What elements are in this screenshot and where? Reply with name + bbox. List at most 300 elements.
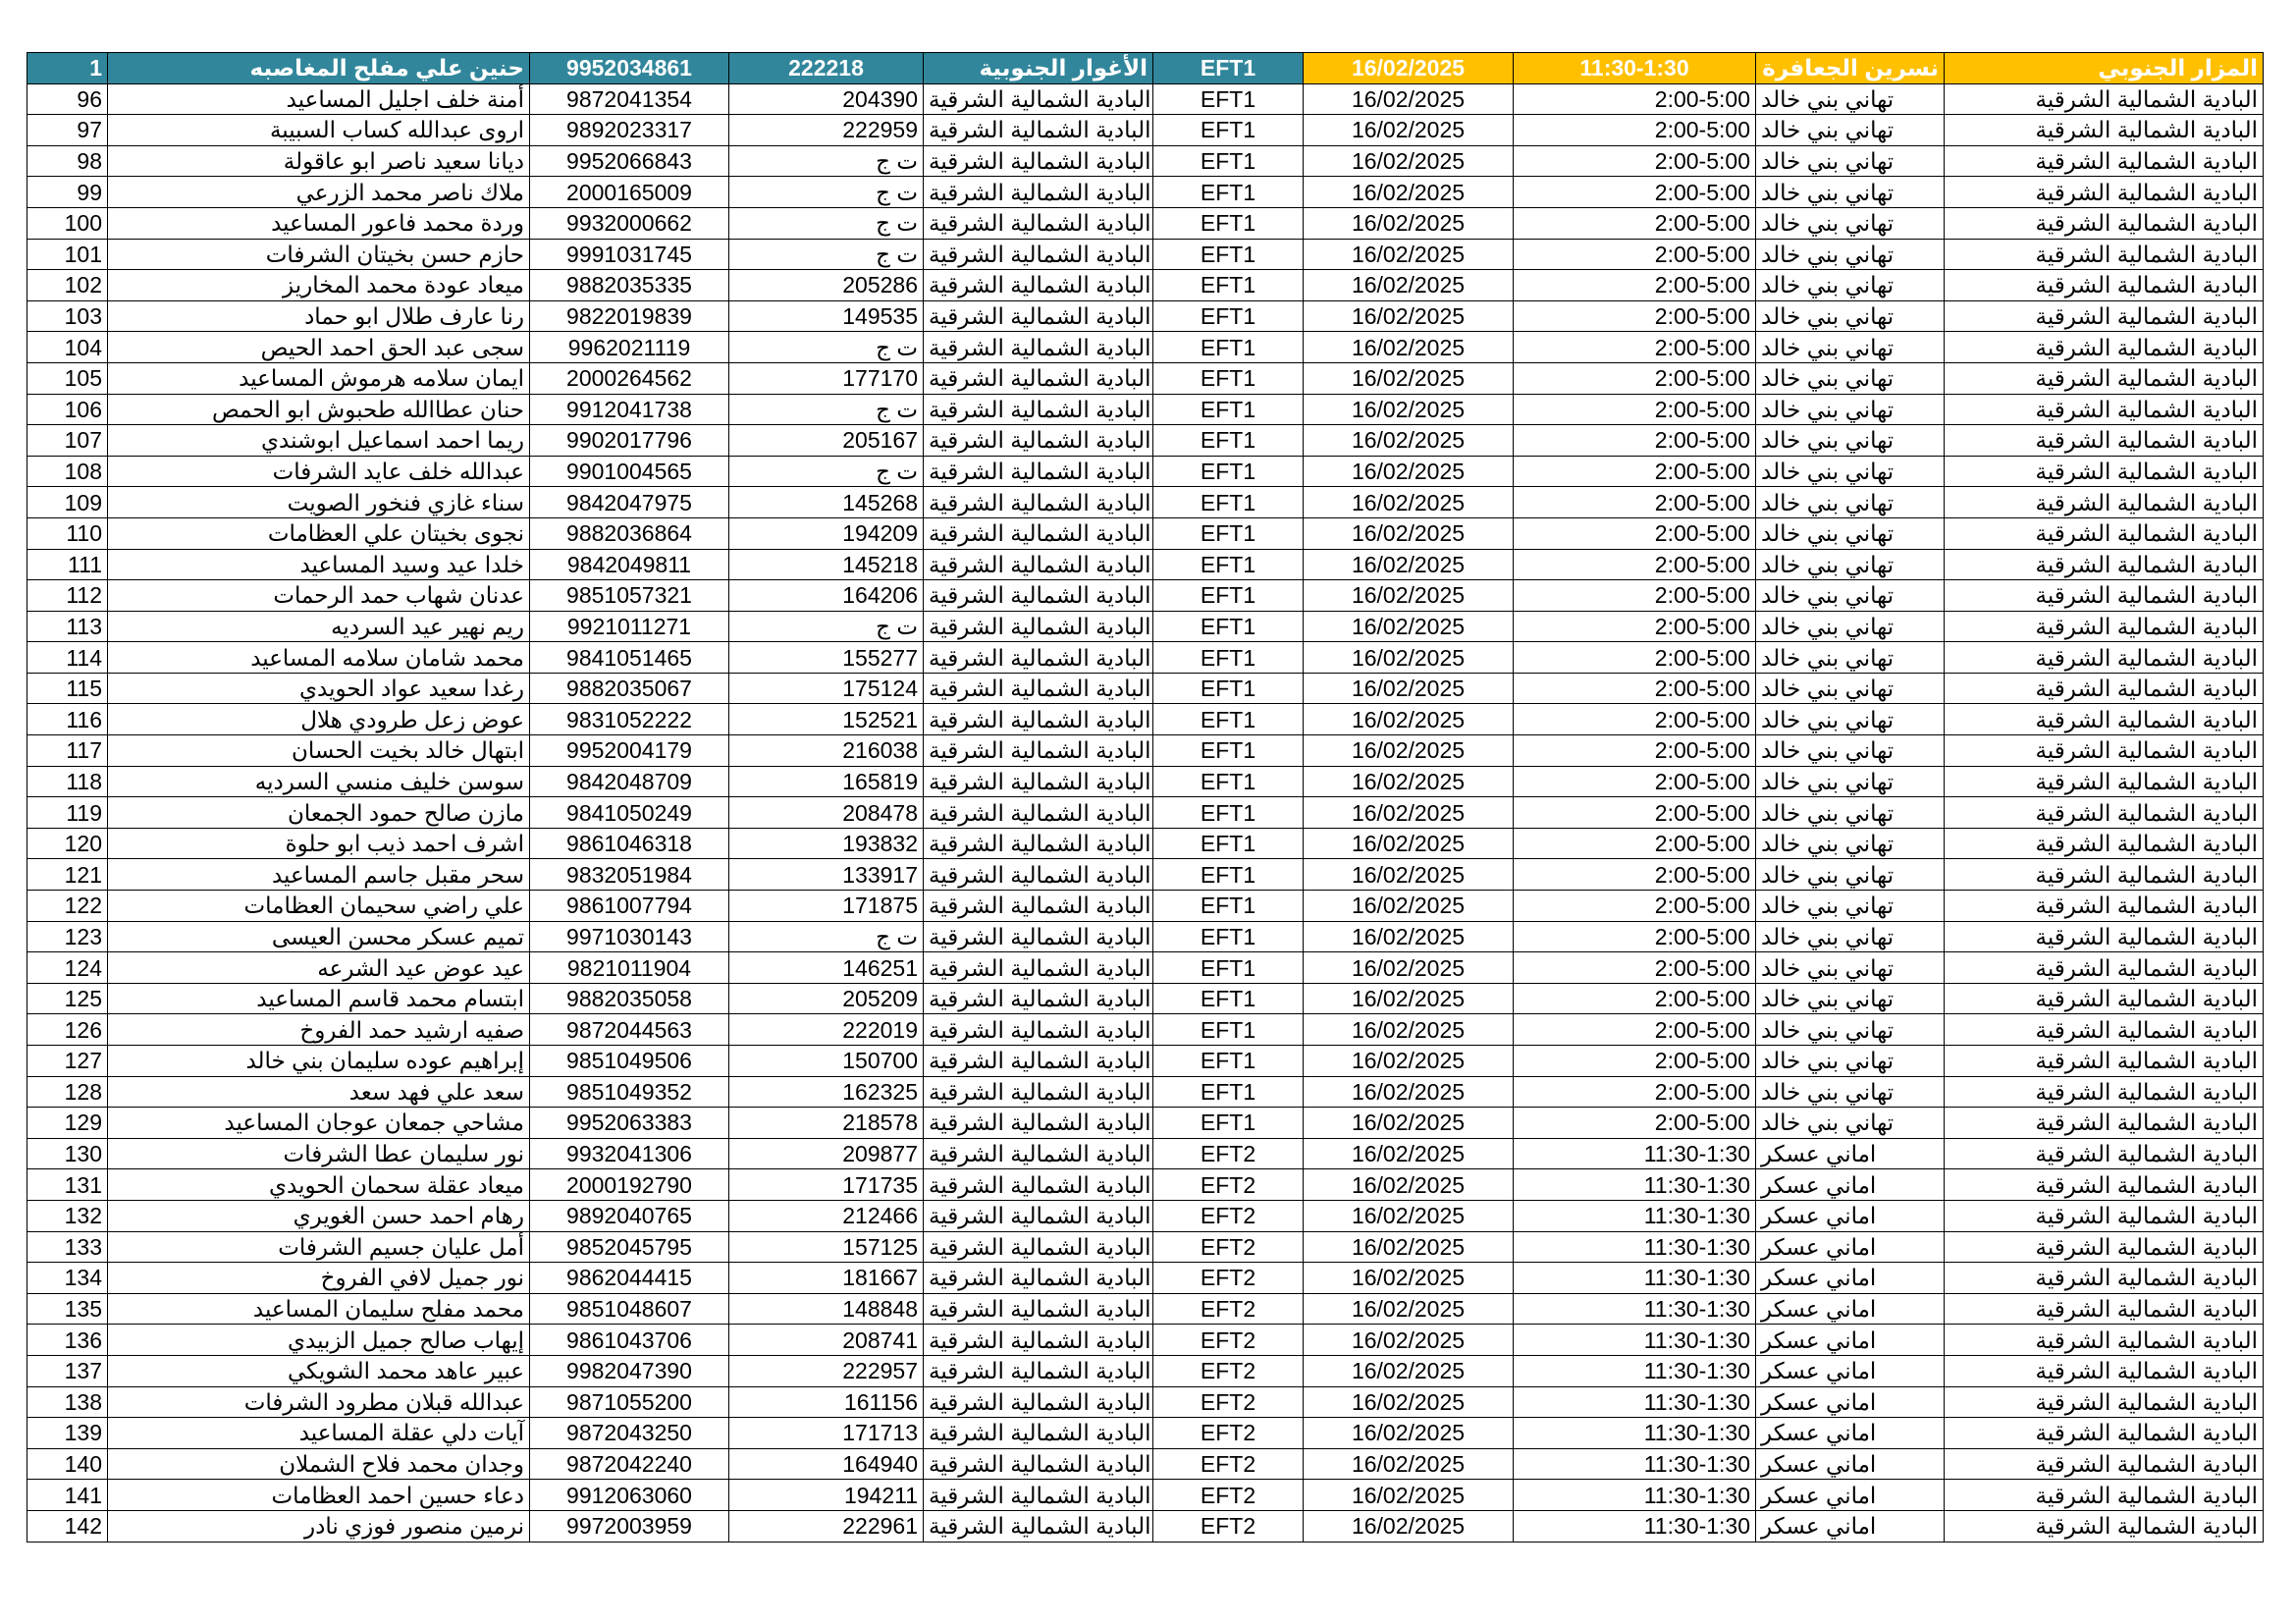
observer-cell[interactable]: تهاني بني خالد bbox=[1756, 580, 1945, 612]
eft-cell[interactable]: EFT2 bbox=[1153, 1200, 1304, 1231]
site-cell[interactable]: البادية الشمالية الشرقية bbox=[1945, 1046, 2264, 1077]
num-cell[interactable]: 111 bbox=[27, 549, 108, 580]
code-cell[interactable]: ت ج bbox=[729, 921, 924, 952]
phone-cell[interactable]: 9882035067 bbox=[530, 673, 729, 704]
observer-cell[interactable]: تهاني بني خالد bbox=[1756, 487, 1945, 518]
site-cell[interactable]: البادية الشمالية الشرقية bbox=[1945, 921, 2264, 952]
num-cell[interactable]: 128 bbox=[27, 1076, 108, 1108]
code-cell[interactable]: 175124 bbox=[729, 673, 924, 704]
site-cell[interactable]: البادية الشمالية الشرقية bbox=[1945, 1325, 2264, 1356]
num-cell[interactable]: 123 bbox=[27, 921, 108, 952]
observer-cell[interactable]: اماني عسكر bbox=[1756, 1263, 1945, 1294]
eft-cell[interactable]: EFT2 bbox=[1153, 1480, 1304, 1511]
observer-cell[interactable]: تهاني بني خالد bbox=[1756, 1076, 1945, 1108]
phone-cell[interactable]: 9932000662 bbox=[530, 207, 729, 239]
region-cell[interactable]: البادية الشمالية الشرقية bbox=[924, 1046, 1153, 1077]
name-cell[interactable]: عدنان شهاب حمد الرحمات bbox=[108, 580, 530, 612]
code-cell[interactable]: 181667 bbox=[729, 1263, 924, 1294]
region-cell[interactable]: البادية الشمالية الشرقية bbox=[924, 1169, 1153, 1201]
num-cell[interactable]: 132 bbox=[27, 1200, 108, 1231]
code-cell[interactable]: 149535 bbox=[729, 300, 924, 332]
site-cell[interactable]: البادية الشمالية الشرقية bbox=[1945, 83, 2264, 115]
phone-cell[interactable]: 9821011904 bbox=[530, 952, 729, 984]
date-cell[interactable]: 16/02/2025 bbox=[1304, 797, 1514, 829]
time-cell[interactable]: 2:00-5:00 bbox=[1514, 828, 1756, 859]
date-cell[interactable]: 16/02/2025 bbox=[1304, 1480, 1514, 1511]
num-cell[interactable]: 120 bbox=[27, 828, 108, 859]
site-cell[interactable]: البادية الشمالية الشرقية bbox=[1945, 704, 2264, 735]
observer-cell[interactable]: اماني عسكر bbox=[1756, 1480, 1945, 1511]
date-cell[interactable]: 16/02/2025 bbox=[1304, 83, 1514, 115]
region-cell[interactable]: البادية الشمالية الشرقية bbox=[924, 1448, 1153, 1480]
site-cell[interactable]: البادية الشمالية الشرقية bbox=[1945, 580, 2264, 612]
phone-cell[interactable]: 9842048709 bbox=[530, 766, 729, 797]
num-cell[interactable]: 121 bbox=[27, 859, 108, 891]
num-cell[interactable]: 114 bbox=[27, 642, 108, 674]
code-cell[interactable]: 165819 bbox=[729, 766, 924, 797]
region-cell[interactable]: البادية الشمالية الشرقية bbox=[924, 1293, 1153, 1325]
site-cell[interactable]: البادية الشمالية الشرقية bbox=[1945, 1076, 2264, 1108]
phone-cell[interactable]: 9871055200 bbox=[530, 1386, 729, 1418]
eft-cell[interactable]: EFT2 bbox=[1153, 1293, 1304, 1325]
time-cell[interactable]: 2:00-5:00 bbox=[1514, 921, 1756, 952]
phone-cell[interactable]: 9912041738 bbox=[530, 394, 729, 425]
header-code-cell[interactable]: 222218 bbox=[729, 53, 924, 84]
observer-cell[interactable]: اماني عسكر bbox=[1756, 1510, 1945, 1542]
header-site-cell[interactable]: المزار الجنوبي bbox=[1945, 53, 2264, 84]
site-cell[interactable]: البادية الشمالية الشرقية bbox=[1945, 549, 2264, 580]
date-cell[interactable]: 16/02/2025 bbox=[1304, 611, 1514, 642]
num-cell[interactable]: 125 bbox=[27, 983, 108, 1014]
observer-cell[interactable]: تهاني بني خالد bbox=[1756, 1108, 1945, 1139]
date-cell[interactable]: 16/02/2025 bbox=[1304, 549, 1514, 580]
region-cell[interactable]: البادية الشمالية الشرقية bbox=[924, 487, 1153, 518]
region-cell[interactable]: البادية الشمالية الشرقية bbox=[924, 766, 1153, 797]
num-cell[interactable]: 140 bbox=[27, 1448, 108, 1480]
region-cell[interactable]: البادية الشمالية الشرقية bbox=[924, 704, 1153, 735]
time-cell[interactable]: 2:00-5:00 bbox=[1514, 145, 1756, 177]
region-cell[interactable]: البادية الشمالية الشرقية bbox=[924, 797, 1153, 829]
code-cell[interactable]: 222019 bbox=[729, 1014, 924, 1046]
phone-cell[interactable]: 9872044563 bbox=[530, 1014, 729, 1046]
name-cell[interactable]: مازن صالح حمود الجمعان bbox=[108, 797, 530, 829]
name-cell[interactable]: مشاحي جمعان عوجان المساعيد bbox=[108, 1108, 530, 1139]
name-cell[interactable]: ريما احمد اسماعيل ابوشندي bbox=[108, 425, 530, 457]
observer-cell[interactable]: تهاني بني خالد bbox=[1756, 766, 1945, 797]
num-cell[interactable]: 107 bbox=[27, 425, 108, 457]
num-cell[interactable]: 97 bbox=[27, 115, 108, 146]
num-cell[interactable]: 138 bbox=[27, 1386, 108, 1418]
region-cell[interactable]: البادية الشمالية الشرقية bbox=[924, 952, 1153, 984]
code-cell[interactable]: 145218 bbox=[729, 549, 924, 580]
date-cell[interactable]: 16/02/2025 bbox=[1304, 239, 1514, 270]
num-cell[interactable]: 103 bbox=[27, 300, 108, 332]
region-cell[interactable]: البادية الشمالية الشرقية bbox=[924, 1355, 1153, 1386]
date-cell[interactable]: 16/02/2025 bbox=[1304, 1355, 1514, 1386]
observer-cell[interactable]: اماني عسكر bbox=[1756, 1386, 1945, 1418]
site-cell[interactable]: البادية الشمالية الشرقية bbox=[1945, 983, 2264, 1014]
date-cell[interactable]: 16/02/2025 bbox=[1304, 1510, 1514, 1542]
phone-cell[interactable]: 9841051465 bbox=[530, 642, 729, 674]
code-cell[interactable]: 155277 bbox=[729, 642, 924, 674]
num-cell[interactable]: 130 bbox=[27, 1138, 108, 1169]
code-cell[interactable]: 194209 bbox=[729, 517, 924, 549]
eft-cell[interactable]: EFT2 bbox=[1153, 1231, 1304, 1263]
time-cell[interactable]: 2:00-5:00 bbox=[1514, 766, 1756, 797]
code-cell[interactable]: 208741 bbox=[729, 1325, 924, 1356]
site-cell[interactable]: البادية الشمالية الشرقية bbox=[1945, 1231, 2264, 1263]
code-cell[interactable]: 133917 bbox=[729, 859, 924, 891]
region-cell[interactable]: البادية الشمالية الشرقية bbox=[924, 456, 1153, 487]
observer-cell[interactable]: تهاني بني خالد bbox=[1756, 704, 1945, 735]
num-cell[interactable]: 122 bbox=[27, 891, 108, 922]
eft-cell[interactable]: EFT1 bbox=[1153, 425, 1304, 457]
eft-cell[interactable]: EFT1 bbox=[1153, 456, 1304, 487]
code-cell[interactable]: 162325 bbox=[729, 1076, 924, 1108]
name-cell[interactable]: محمد مفلح سليمان المساعيد bbox=[108, 1293, 530, 1325]
phone-cell[interactable]: 9861046318 bbox=[530, 828, 729, 859]
time-cell[interactable]: 2:00-5:00 bbox=[1514, 642, 1756, 674]
eft-cell[interactable]: EFT1 bbox=[1153, 983, 1304, 1014]
time-cell[interactable]: 11:30-1:30 bbox=[1514, 1448, 1756, 1480]
num-cell[interactable]: 104 bbox=[27, 332, 108, 363]
eft-cell[interactable]: EFT1 bbox=[1153, 145, 1304, 177]
name-cell[interactable]: رهام احمد حسن الغويري bbox=[108, 1200, 530, 1231]
observer-cell[interactable]: تهاني بني خالد bbox=[1756, 270, 1945, 301]
time-cell[interactable]: 2:00-5:00 bbox=[1514, 487, 1756, 518]
phone-cell[interactable]: 9872042240 bbox=[530, 1448, 729, 1480]
date-cell[interactable]: 16/02/2025 bbox=[1304, 704, 1514, 735]
observer-cell[interactable]: تهاني بني خالد bbox=[1756, 517, 1945, 549]
time-cell[interactable]: 2:00-5:00 bbox=[1514, 704, 1756, 735]
num-cell[interactable]: 101 bbox=[27, 239, 108, 270]
code-cell[interactable]: ت ج bbox=[729, 207, 924, 239]
time-cell[interactable]: 11:30-1:30 bbox=[1514, 1355, 1756, 1386]
site-cell[interactable]: البادية الشمالية الشرقية bbox=[1945, 1014, 2264, 1046]
site-cell[interactable]: البادية الشمالية الشرقية bbox=[1945, 766, 2264, 797]
site-cell[interactable]: البادية الشمالية الشرقية bbox=[1945, 332, 2264, 363]
name-cell[interactable]: محمد شامان سلامه المساعيد bbox=[108, 642, 530, 674]
site-cell[interactable]: البادية الشمالية الشرقية bbox=[1945, 394, 2264, 425]
region-cell[interactable]: البادية الشمالية الشرقية bbox=[924, 1076, 1153, 1108]
observer-cell[interactable]: اماني عسكر bbox=[1756, 1169, 1945, 1201]
name-cell[interactable]: صفيه ارشيد حمد الفروخ bbox=[108, 1014, 530, 1046]
code-cell[interactable]: 171875 bbox=[729, 891, 924, 922]
observer-cell[interactable]: اماني عسكر bbox=[1756, 1325, 1945, 1356]
name-cell[interactable]: آيات دلي عقلة المساعيد bbox=[108, 1418, 530, 1449]
site-cell[interactable]: البادية الشمالية الشرقية bbox=[1945, 611, 2264, 642]
region-cell[interactable]: البادية الشمالية الشرقية bbox=[924, 549, 1153, 580]
num-cell[interactable]: 106 bbox=[27, 394, 108, 425]
code-cell[interactable]: 146251 bbox=[729, 952, 924, 984]
time-cell[interactable]: 2:00-5:00 bbox=[1514, 83, 1756, 115]
date-cell[interactable]: 16/02/2025 bbox=[1304, 362, 1514, 394]
num-cell[interactable]: 116 bbox=[27, 704, 108, 735]
phone-cell[interactable]: 9851049506 bbox=[530, 1046, 729, 1077]
num-cell[interactable]: 131 bbox=[27, 1169, 108, 1201]
site-cell[interactable]: البادية الشمالية الشرقية bbox=[1945, 1200, 2264, 1231]
date-cell[interactable]: 16/02/2025 bbox=[1304, 1418, 1514, 1449]
name-cell[interactable]: حازم حسن بخيتان الشرفات bbox=[108, 239, 530, 270]
num-cell[interactable]: 137 bbox=[27, 1355, 108, 1386]
site-cell[interactable]: البادية الشمالية الشرقية bbox=[1945, 1293, 2264, 1325]
num-cell[interactable]: 117 bbox=[27, 735, 108, 767]
region-cell[interactable]: البادية الشمالية الشرقية bbox=[924, 145, 1153, 177]
num-cell[interactable]: 133 bbox=[27, 1231, 108, 1263]
eft-cell[interactable]: EFT2 bbox=[1153, 1355, 1304, 1386]
site-cell[interactable]: البادية الشمالية الشرقية bbox=[1945, 797, 2264, 829]
observer-cell[interactable]: تهاني بني خالد bbox=[1756, 362, 1945, 394]
date-cell[interactable]: 16/02/2025 bbox=[1304, 1231, 1514, 1263]
observer-cell[interactable]: تهاني بني خالد bbox=[1756, 673, 1945, 704]
observer-cell[interactable]: تهاني بني خالد bbox=[1756, 983, 1945, 1014]
name-cell[interactable]: سعد علي فهد سعد bbox=[108, 1076, 530, 1108]
phone-cell[interactable]: 9861043706 bbox=[530, 1325, 729, 1356]
region-cell[interactable]: البادية الشمالية الشرقية bbox=[924, 735, 1153, 767]
phone-cell[interactable]: 9832051984 bbox=[530, 859, 729, 891]
name-cell[interactable]: ميعاد عودة محمد المخاريز bbox=[108, 270, 530, 301]
date-cell[interactable]: 16/02/2025 bbox=[1304, 177, 1514, 208]
date-cell[interactable]: 16/02/2025 bbox=[1304, 332, 1514, 363]
code-cell[interactable]: 222959 bbox=[729, 115, 924, 146]
region-cell[interactable]: البادية الشمالية الشرقية bbox=[924, 300, 1153, 332]
code-cell[interactable]: 204390 bbox=[729, 83, 924, 115]
phone-cell[interactable]: 9851048607 bbox=[530, 1293, 729, 1325]
region-cell[interactable]: البادية الشمالية الشرقية bbox=[924, 642, 1153, 674]
code-cell[interactable]: 212466 bbox=[729, 1200, 924, 1231]
eft-cell[interactable]: EFT1 bbox=[1153, 797, 1304, 829]
date-cell[interactable]: 16/02/2025 bbox=[1304, 1293, 1514, 1325]
observer-cell[interactable]: اماني عسكر bbox=[1756, 1200, 1945, 1231]
site-cell[interactable]: البادية الشمالية الشرقية bbox=[1945, 270, 2264, 301]
phone-cell[interactable]: 9822019839 bbox=[530, 300, 729, 332]
num-cell[interactable]: 110 bbox=[27, 517, 108, 549]
code-cell[interactable]: 222961 bbox=[729, 1510, 924, 1542]
observer-cell[interactable]: تهاني بني خالد bbox=[1756, 145, 1945, 177]
site-cell[interactable]: البادية الشمالية الشرقية bbox=[1945, 1355, 2264, 1386]
observer-cell[interactable]: تهاني بني خالد bbox=[1756, 332, 1945, 363]
eft-cell[interactable]: EFT1 bbox=[1153, 580, 1304, 612]
eft-cell[interactable]: EFT1 bbox=[1153, 517, 1304, 549]
time-cell[interactable]: 2:00-5:00 bbox=[1514, 239, 1756, 270]
phone-cell[interactable]: 9972003959 bbox=[530, 1510, 729, 1542]
time-cell[interactable]: 2:00-5:00 bbox=[1514, 362, 1756, 394]
header-observer-cell[interactable]: نسرين الجعافرة bbox=[1756, 53, 1945, 84]
name-cell[interactable]: تميم عسكر محسن العيسى bbox=[108, 921, 530, 952]
eft-cell[interactable]: EFT1 bbox=[1153, 1076, 1304, 1108]
region-cell[interactable]: البادية الشمالية الشرقية bbox=[924, 177, 1153, 208]
date-cell[interactable]: 16/02/2025 bbox=[1304, 1448, 1514, 1480]
eft-cell[interactable]: EFT1 bbox=[1153, 1014, 1304, 1046]
num-cell[interactable]: 102 bbox=[27, 270, 108, 301]
site-cell[interactable]: البادية الشمالية الشرقية bbox=[1945, 456, 2264, 487]
num-cell[interactable]: 135 bbox=[27, 1293, 108, 1325]
header-phone-cell[interactable]: 9952034861 bbox=[530, 53, 729, 84]
date-cell[interactable]: 16/02/2025 bbox=[1304, 145, 1514, 177]
time-cell[interactable]: 2:00-5:00 bbox=[1514, 1014, 1756, 1046]
code-cell[interactable]: 216038 bbox=[729, 735, 924, 767]
name-cell[interactable]: ملاك ناصر محمد الزرعي bbox=[108, 177, 530, 208]
name-cell[interactable]: اروى عبدالله كساب السبيبة bbox=[108, 115, 530, 146]
name-cell[interactable]: نور سليمان عطا الشرفات bbox=[108, 1138, 530, 1169]
site-cell[interactable]: البادية الشمالية الشرقية bbox=[1945, 1138, 2264, 1169]
name-cell[interactable]: اشرف احمد ذيب ابو حلوة bbox=[108, 828, 530, 859]
site-cell[interactable]: البادية الشمالية الشرقية bbox=[1945, 735, 2264, 767]
name-cell[interactable]: دعاء حسين احمد العظامات bbox=[108, 1480, 530, 1511]
observer-cell[interactable]: تهاني بني خالد bbox=[1756, 735, 1945, 767]
region-cell[interactable]: البادية الشمالية الشرقية bbox=[924, 1263, 1153, 1294]
num-cell[interactable]: 124 bbox=[27, 952, 108, 984]
eft-cell[interactable]: EFT1 bbox=[1153, 828, 1304, 859]
time-cell[interactable]: 2:00-5:00 bbox=[1514, 300, 1756, 332]
time-cell[interactable]: 2:00-5:00 bbox=[1514, 115, 1756, 146]
code-cell[interactable]: 222957 bbox=[729, 1355, 924, 1386]
code-cell[interactable]: 194211 bbox=[729, 1480, 924, 1511]
header-date-cell[interactable]: 16/02/2025 bbox=[1304, 53, 1514, 84]
num-cell[interactable]: 108 bbox=[27, 456, 108, 487]
phone-cell[interactable]: 9842049811 bbox=[530, 549, 729, 580]
region-cell[interactable]: البادية الشمالية الشرقية bbox=[924, 891, 1153, 922]
region-cell[interactable]: البادية الشمالية الشرقية bbox=[924, 270, 1153, 301]
time-cell[interactable]: 2:00-5:00 bbox=[1514, 517, 1756, 549]
code-cell[interactable]: ت ج bbox=[729, 611, 924, 642]
code-cell[interactable]: 205209 bbox=[729, 983, 924, 1014]
time-cell[interactable]: 2:00-5:00 bbox=[1514, 177, 1756, 208]
observer-cell[interactable]: تهاني بني خالد bbox=[1756, 642, 1945, 674]
region-cell[interactable]: البادية الشمالية الشرقية bbox=[924, 425, 1153, 457]
code-cell[interactable]: ت ج bbox=[729, 332, 924, 363]
phone-cell[interactable]: 9872043250 bbox=[530, 1418, 729, 1449]
code-cell[interactable]: 218578 bbox=[729, 1108, 924, 1139]
num-cell[interactable]: 109 bbox=[27, 487, 108, 518]
site-cell[interactable]: البادية الشمالية الشرقية bbox=[1945, 1448, 2264, 1480]
observer-cell[interactable]: اماني عسكر bbox=[1756, 1448, 1945, 1480]
num-cell[interactable]: 134 bbox=[27, 1263, 108, 1294]
region-cell[interactable]: البادية الشمالية الشرقية bbox=[924, 921, 1153, 952]
date-cell[interactable]: 16/02/2025 bbox=[1304, 1076, 1514, 1108]
phone-cell[interactable]: 9841050249 bbox=[530, 797, 729, 829]
time-cell[interactable]: 2:00-5:00 bbox=[1514, 425, 1756, 457]
eft-cell[interactable]: EFT1 bbox=[1153, 487, 1304, 518]
name-cell[interactable]: أمل عليان جسيم الشرفات bbox=[108, 1231, 530, 1263]
eft-cell[interactable]: EFT1 bbox=[1153, 611, 1304, 642]
site-cell[interactable]: البادية الشمالية الشرقية bbox=[1945, 952, 2264, 984]
region-cell[interactable]: البادية الشمالية الشرقية bbox=[924, 673, 1153, 704]
time-cell[interactable]: 2:00-5:00 bbox=[1514, 983, 1756, 1014]
name-cell[interactable]: وردة محمد فاعور المساعيد bbox=[108, 207, 530, 239]
time-cell[interactable]: 11:30-1:30 bbox=[1514, 1325, 1756, 1356]
phone-cell[interactable]: 9861007794 bbox=[530, 891, 729, 922]
site-cell[interactable]: البادية الشمالية الشرقية bbox=[1945, 145, 2264, 177]
code-cell[interactable]: ت ج bbox=[729, 394, 924, 425]
name-cell[interactable]: عيد عوض عيد الشرعه bbox=[108, 952, 530, 984]
name-cell[interactable]: عبدالله قبلان مطرود الشرفات bbox=[108, 1386, 530, 1418]
name-cell[interactable]: رنا عارف طلال ابو حماد bbox=[108, 300, 530, 332]
site-cell[interactable]: البادية الشمالية الشرقية bbox=[1945, 1510, 2264, 1542]
date-cell[interactable]: 16/02/2025 bbox=[1304, 207, 1514, 239]
eft-cell[interactable]: EFT1 bbox=[1153, 332, 1304, 363]
date-cell[interactable]: 16/02/2025 bbox=[1304, 766, 1514, 797]
date-cell[interactable]: 16/02/2025 bbox=[1304, 1200, 1514, 1231]
time-cell[interactable]: 11:30-1:30 bbox=[1514, 1480, 1756, 1511]
date-cell[interactable]: 16/02/2025 bbox=[1304, 952, 1514, 984]
eft-cell[interactable]: EFT2 bbox=[1153, 1169, 1304, 1201]
code-cell[interactable]: ت ج bbox=[729, 177, 924, 208]
name-cell[interactable]: ديانا سعيد ناصر ابو عاقولة bbox=[108, 145, 530, 177]
eft-cell[interactable]: EFT1 bbox=[1153, 673, 1304, 704]
phone-cell[interactable]: 9971030143 bbox=[530, 921, 729, 952]
site-cell[interactable]: البادية الشمالية الشرقية bbox=[1945, 1108, 2264, 1139]
code-cell[interactable]: ت ج bbox=[729, 145, 924, 177]
header-num-cell[interactable]: 1 bbox=[27, 53, 108, 84]
region-cell[interactable]: البادية الشمالية الشرقية bbox=[924, 207, 1153, 239]
code-cell[interactable]: 157125 bbox=[729, 1231, 924, 1263]
time-cell[interactable]: 2:00-5:00 bbox=[1514, 270, 1756, 301]
num-cell[interactable]: 118 bbox=[27, 766, 108, 797]
phone-cell[interactable]: 9952004179 bbox=[530, 735, 729, 767]
site-cell[interactable]: البادية الشمالية الشرقية bbox=[1945, 1418, 2264, 1449]
region-cell[interactable]: البادية الشمالية الشرقية bbox=[924, 332, 1153, 363]
region-cell[interactable]: البادية الشمالية الشرقية bbox=[924, 1325, 1153, 1356]
region-cell[interactable]: البادية الشمالية الشرقية bbox=[924, 1480, 1153, 1511]
eft-cell[interactable]: EFT1 bbox=[1153, 300, 1304, 332]
eft-cell[interactable]: EFT1 bbox=[1153, 239, 1304, 270]
site-cell[interactable]: البادية الشمالية الشرقية bbox=[1945, 425, 2264, 457]
code-cell[interactable]: 205286 bbox=[729, 270, 924, 301]
time-cell[interactable]: 11:30-1:30 bbox=[1514, 1418, 1756, 1449]
site-cell[interactable]: البادية الشمالية الشرقية bbox=[1945, 487, 2264, 518]
site-cell[interactable]: البادية الشمالية الشرقية bbox=[1945, 1169, 2264, 1201]
num-cell[interactable]: 136 bbox=[27, 1325, 108, 1356]
eft-cell[interactable]: EFT2 bbox=[1153, 1263, 1304, 1294]
site-cell[interactable]: البادية الشمالية الشرقية bbox=[1945, 673, 2264, 704]
time-cell[interactable]: 11:30-1:30 bbox=[1514, 1293, 1756, 1325]
phone-cell[interactable]: 9952066843 bbox=[530, 145, 729, 177]
num-cell[interactable]: 105 bbox=[27, 362, 108, 394]
code-cell[interactable]: 171735 bbox=[729, 1169, 924, 1201]
date-cell[interactable]: 16/02/2025 bbox=[1304, 1325, 1514, 1356]
phone-cell[interactable]: 9982047390 bbox=[530, 1355, 729, 1386]
observer-cell[interactable]: تهاني بني خالد bbox=[1756, 921, 1945, 952]
name-cell[interactable]: عبير عاهد محمد الشويكي bbox=[108, 1355, 530, 1386]
num-cell[interactable]: 96 bbox=[27, 83, 108, 115]
site-cell[interactable]: البادية الشمالية الشرقية bbox=[1945, 239, 2264, 270]
time-cell[interactable]: 2:00-5:00 bbox=[1514, 1046, 1756, 1077]
eft-cell[interactable]: EFT2 bbox=[1153, 1448, 1304, 1480]
region-cell[interactable]: البادية الشمالية الشرقية bbox=[924, 362, 1153, 394]
phone-cell[interactable]: 9952063383 bbox=[530, 1108, 729, 1139]
eft-cell[interactable]: EFT1 bbox=[1153, 952, 1304, 984]
num-cell[interactable]: 119 bbox=[27, 797, 108, 829]
region-cell[interactable]: البادية الشمالية الشرقية bbox=[924, 859, 1153, 891]
eft-cell[interactable]: EFT2 bbox=[1153, 1138, 1304, 1169]
observer-cell[interactable]: تهاني بني خالد bbox=[1756, 1014, 1945, 1046]
region-cell[interactable]: البادية الشمالية الشرقية bbox=[924, 83, 1153, 115]
code-cell[interactable]: 208478 bbox=[729, 797, 924, 829]
code-cell[interactable]: 209877 bbox=[729, 1138, 924, 1169]
num-cell[interactable]: 115 bbox=[27, 673, 108, 704]
name-cell[interactable]: نور جميل لافي الفروخ bbox=[108, 1263, 530, 1294]
name-cell[interactable]: عوض زعل طرودي هلال bbox=[108, 704, 530, 735]
region-cell[interactable]: البادية الشمالية الشرقية bbox=[924, 239, 1153, 270]
eft-cell[interactable]: EFT1 bbox=[1153, 83, 1304, 115]
code-cell[interactable]: 150700 bbox=[729, 1046, 924, 1077]
phone-cell[interactable]: 9932041306 bbox=[530, 1138, 729, 1169]
date-cell[interactable]: 16/02/2025 bbox=[1304, 1138, 1514, 1169]
date-cell[interactable]: 16/02/2025 bbox=[1304, 300, 1514, 332]
date-cell[interactable]: 16/02/2025 bbox=[1304, 1014, 1514, 1046]
name-cell[interactable]: ابتهال خالد بخيت الحسان bbox=[108, 735, 530, 767]
